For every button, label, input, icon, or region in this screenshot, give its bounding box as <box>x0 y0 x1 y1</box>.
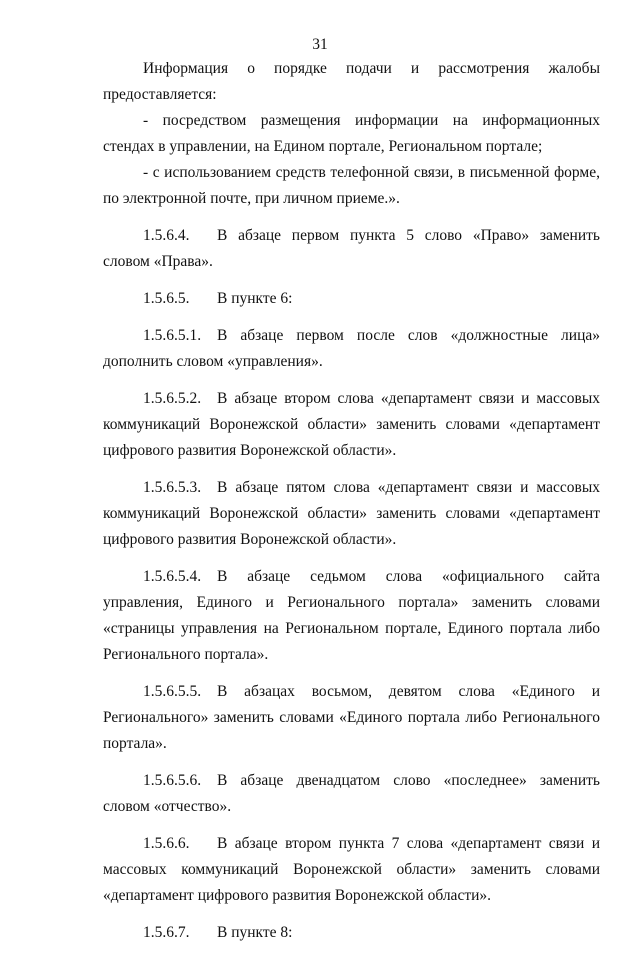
paragraph-text: В абзаце втором пункта 7 слова «департамент связи и массовых коммуникаций Воронежской области» заменить словами «департамент цифрового развития Воронежской области». <box>103 835 600 904</box>
paragraph-info-stands: - посредством размещения информации на информационных стендах в управлении, на Едином портале, Региональном портале; <box>103 112 600 155</box>
paragraph-text: В пункте 6: <box>217 290 293 307</box>
paragraph-1-5-6-6 <box>103 831 600 909</box>
paragraph-number: 1.5.6.5. <box>143 290 190 307</box>
paragraph-text: В абзаце седьмом слова «официального сайта управления, Единого и Регионального портала» заменить словами «страницы управления на Региональном портале, Единого портала либо Регионального портала». <box>103 568 600 663</box>
paragraph-number: 1.5.6.5.1. <box>143 327 202 344</box>
paragraph-1-5-6-5-4 <box>103 564 600 668</box>
paragraph-1-5-6-5-1 <box>103 323 600 375</box>
document-body <box>103 56 600 957</box>
paragraph-text: В пункте 8: <box>217 924 293 941</box>
paragraph-1-5-6-4 <box>103 223 600 275</box>
paragraph-1-5-6-5-2 <box>103 386 600 464</box>
paragraph-text: В абзаце пятом слова «департамент связи и массовых коммуникаций Воронежской области» заменить словами «департамент цифрового развития Воронежской области». <box>103 479 600 548</box>
paragraph-1-5-6-5-6 <box>103 768 600 820</box>
page-number: 31 <box>312 36 328 53</box>
paragraph-text: В абзаце первом пункта 5 слово «Право» заменить словом «Права». <box>103 227 600 270</box>
paragraph-text: В абзаце втором слова «департамент связи и массовых коммуникаций Воронежской области» заменить словами «департамент цифрового развития Воронежской области». <box>103 390 600 459</box>
paragraph-text: В абзацах восьмом, девятом слова «Единого и Регионального» заменить словами «Единого портала либо Регионального портала». <box>103 683 600 752</box>
paragraph-number: 1.5.6.6. <box>143 835 190 852</box>
paragraph-number: 1.5.6.5.4. <box>143 568 202 585</box>
paragraph-text: В абзаце двенадцатом слово «последнее» заменить словом «отчество». <box>103 772 600 815</box>
paragraph-1-5-6-5 <box>103 286 600 312</box>
paragraph-number: 1.5.6.4. <box>143 227 190 244</box>
paragraph-number: 1.5.6.5.5. <box>143 683 202 700</box>
paragraph-text: В абзаце первом после слов «должностные лица» дополнить словом «управления». <box>103 327 600 370</box>
paragraph-1-5-6-5-5 <box>103 679 600 757</box>
paragraph-1-5-6-5-3 <box>103 475 600 553</box>
paragraph-info-phone: - с использованием средств телефонной связи, в письменной форме, по электронной почте, при личном приеме.». <box>103 164 600 207</box>
paragraph-info-intro: Информация о порядке подачи и рассмотрения жалобы предоставляется: <box>103 60 600 103</box>
paragraph-number: 1.5.6.5.3. <box>143 479 202 496</box>
paragraph-number: 1.5.6.5.2. <box>143 390 202 407</box>
paragraph-number: 1.5.6.5.6. <box>143 772 202 789</box>
paragraph-number: 1.5.6.7. <box>143 924 190 941</box>
paragraph-1-5-6-7 <box>103 920 600 946</box>
